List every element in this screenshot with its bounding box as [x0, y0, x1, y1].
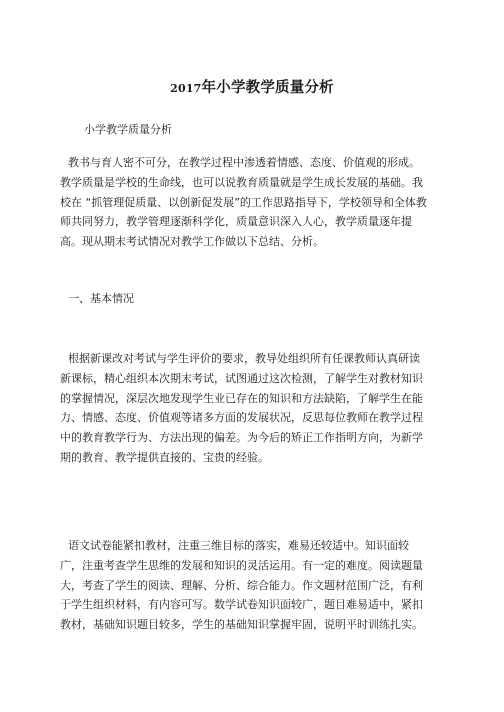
- paragraph-line: 于学生组织材料，有内容可写。数学试卷知识面较广，题目难易适中，紧扣: [60, 598, 423, 612]
- paragraph-basic-situation: [60, 349, 450, 468]
- paragraph-line: 中的教育教学行为、方法出现的偏差。为今后的矫正工作指明方向，为新学: [60, 431, 423, 445]
- paragraph-line: 师共同努力，教学管理逐渐科学化，质量意识深入人心，教学质量逐年提: [60, 215, 412, 229]
- paragraph-line: 广，注重考查学生思维的发展和知识的灵活运用。有一定的难度。阅读题量: [60, 558, 423, 572]
- title-text: 年小学教学质量分析: [201, 80, 334, 96]
- paragraph-line: 教材，基础知识题目较多，学生的基础知识掌握牢固，说明平时训练扎实。: [60, 618, 423, 632]
- paragraph-line: 教学质量是学校的生命线，也可以说教育质量就是学生成长发展的基础。我: [60, 175, 423, 189]
- paragraph-exam-analysis: [60, 536, 450, 635]
- paragraph-line: 期的教育、教学提供直接的、宝贵的经验。: [60, 450, 269, 464]
- document-subtitle: 小学教学质量分析: [84, 123, 172, 136]
- document-title: [0, 76, 504, 97]
- paragraph-line: 的掌握情况，深层次地发现学生业已存在的知识和方法缺陷，了解学生在能: [60, 391, 423, 405]
- paragraph-line: 根据新课改对考试与学生评价的要求，教导处组织所有任课教师认真研读: [68, 352, 420, 365]
- paragraph-line: 力、情感、态度、价值观等诸多方面的发展状况，反思每位教师在教学过程: [60, 411, 423, 425]
- paragraph-line: 语文试卷能紧扣教材，注重三维目标的落实，难易还较适中。知识面较: [68, 539, 409, 552]
- paragraph-line: 校在 “抓管理促质量、以创新促发展”的工作思路指导下，学校领导和全体教: [60, 195, 427, 209]
- paragraph-intro: [60, 153, 450, 252]
- section-heading: 一、基本情况: [68, 292, 134, 305]
- paragraph-line: 大，考查了学生的阅读、理解、分析、综合能力。作文题材范围广泛，有利: [60, 578, 423, 592]
- paragraph-line: 教书与育人密不可分，在教学过程中渗透着情感、态度、价值观的形成。: [68, 156, 420, 169]
- paragraph-line: 新课标，精心组织本次期末考试，试图通过这次检测，了解学生对教材知识: [60, 371, 423, 385]
- paragraph-line: 高。现从期末考试情况对教学工作做以下总结、分析。: [60, 235, 324, 249]
- title-year: 2017: [170, 82, 202, 95]
